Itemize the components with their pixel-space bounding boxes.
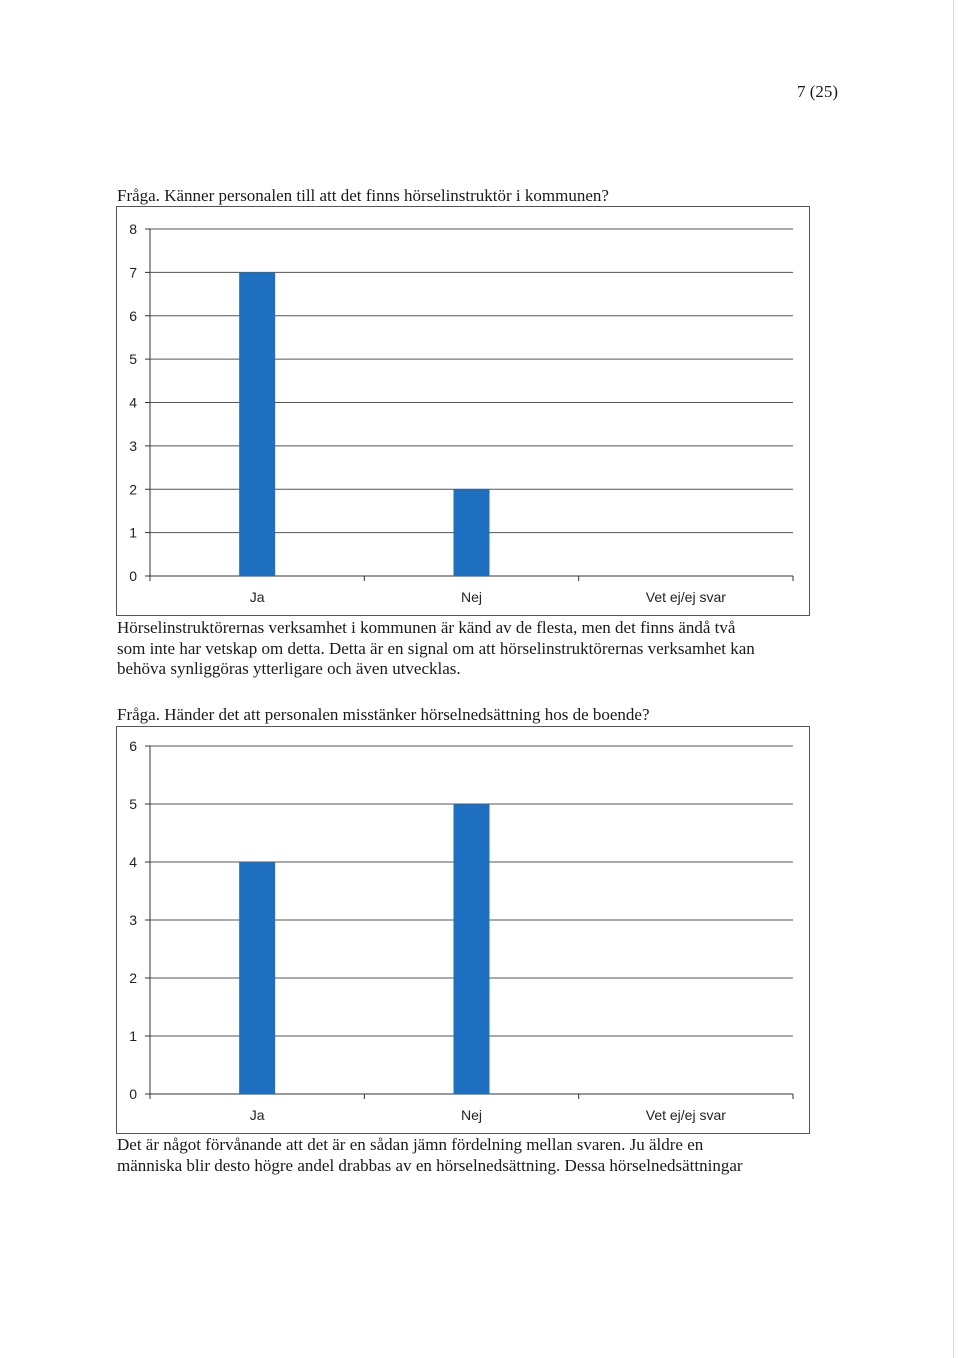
paragraph-2 (117, 1135, 743, 1176)
chart-1-bar-0 (239, 272, 275, 576)
chart-2-category-label: Vet ej/ej svar (645, 1107, 726, 1123)
question-1: Fråga. Känner personalen till att det finns hörselinstruktör i kommunen? (117, 186, 609, 205)
chart-1-y-tick-label: 2 (129, 481, 137, 498)
chart-1-category-label: Vet ej/ej svar (645, 589, 726, 605)
chart-1-category-label: Nej (460, 589, 483, 605)
chart-2-svg (117, 727, 809, 1133)
chart-1-y-tick-label: 3 (129, 437, 137, 454)
chart-2-y-tick-label: 3 (129, 912, 137, 928)
paragraph-1 (117, 618, 755, 680)
chart-2-y-tick-label: 6 (129, 738, 137, 754)
paragraph-1-line-2: som inte har vetskap om detta. Detta är en signal om att hörselinstruktörernas verksamhet kan (117, 638, 755, 658)
chart-2-bar-1 (454, 804, 490, 1094)
chart-1-y-tick-label: 4 (129, 394, 137, 411)
question-2: Fråga. Händer det att personalen misstänker hörselnedsättning hos de boende? (117, 705, 650, 724)
chart-1-y-tick-label: 8 (129, 221, 137, 237)
chart-1-y-tick-label: 0 (129, 568, 137, 584)
paragraph-1-line-1: Hörselinstruktörernas verksamhet i kommunen är känd av de flesta, men det finns ändå två (117, 618, 736, 637)
chart-1-category-label: Ja (249, 589, 265, 605)
chart-1-y-tick-label: 6 (129, 307, 137, 324)
paragraph-1-line-3: behöva synliggöras ytterligare och även utvecklas. (117, 659, 461, 678)
chart-2-y-tick-label: 4 (129, 854, 137, 870)
chart-2-category-label: Ja (249, 1107, 265, 1123)
chart-2-y-tick-label: 1 (129, 1028, 137, 1044)
chart-1 (116, 206, 810, 616)
chart-2-y-tick-label: 0 (129, 1086, 137, 1102)
page-edge-line (953, 0, 954, 1358)
chart-2-y-tick-label: 5 (129, 796, 137, 812)
chart-1-y-tick-label: 7 (129, 264, 137, 281)
paragraph-2-line-2: människa blir desto högre andel drabbas av en hörselnedsättning. Dessa hörselnedsättningar (117, 1155, 743, 1175)
paragraph-2-line-1: Det är något förvånande att det är en sådan jämn fördelning mellan svaren. Ju äldre en (117, 1135, 704, 1154)
chart-2-category-label: Nej (460, 1107, 483, 1123)
chart-1-y-tick-label: 1 (129, 524, 137, 541)
page-number: 7 (25) (797, 82, 839, 101)
chart-1-svg (117, 207, 809, 615)
chart-1-bar-1 (454, 489, 490, 576)
chart-2-bar-0 (239, 862, 275, 1094)
chart-2 (116, 726, 810, 1134)
chart-2-y-tick-label: 2 (129, 970, 137, 986)
chart-1-y-tick-label: 5 (129, 351, 137, 368)
